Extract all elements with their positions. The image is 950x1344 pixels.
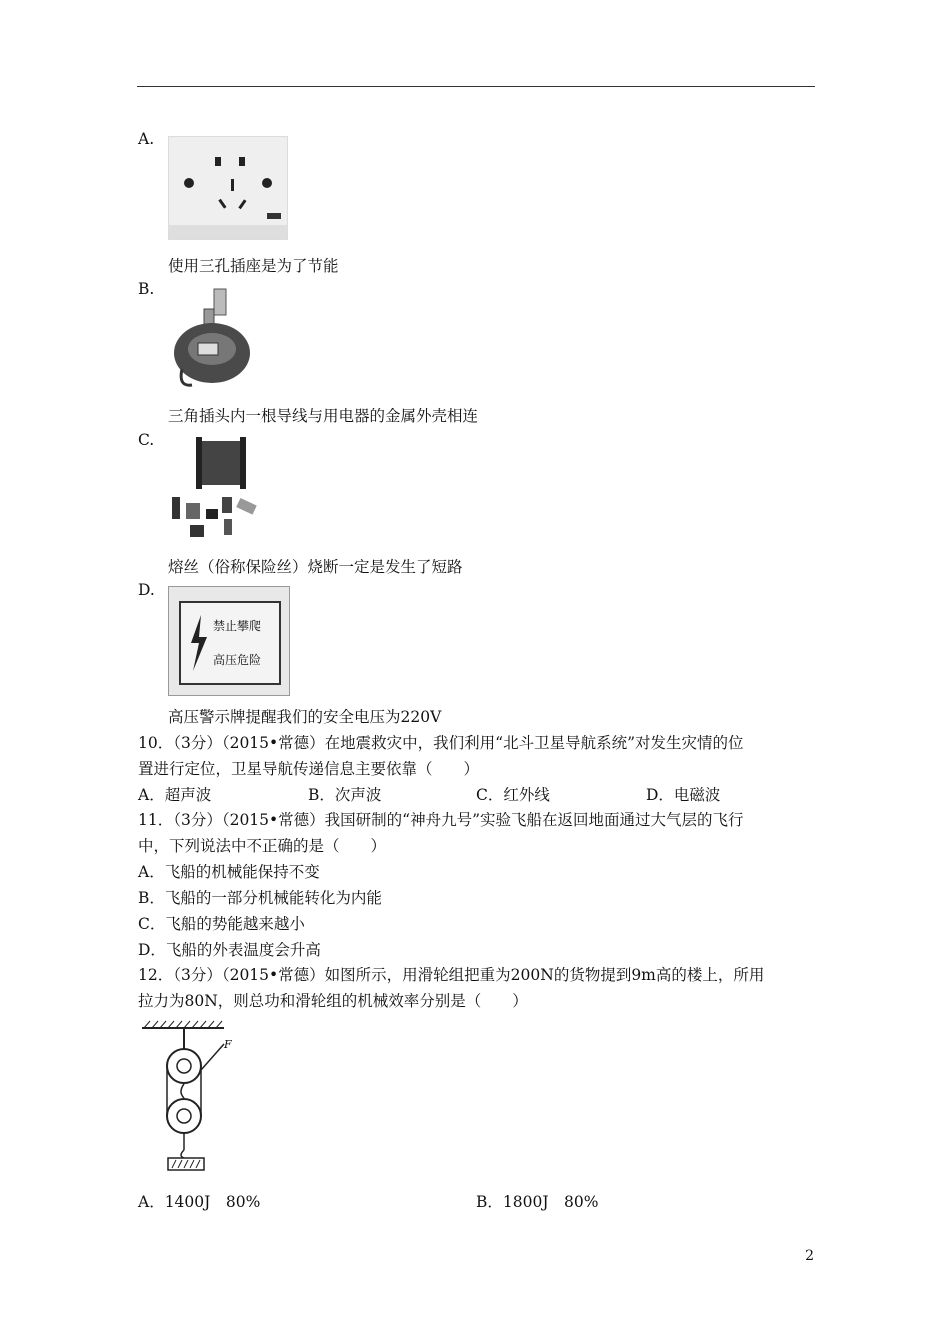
q11-option-b: B．飞船的一部分机械能转化为内能	[138, 889, 382, 907]
q11-option-d: D．飞船的外表温度会升高	[138, 941, 321, 959]
three-hole-socket-image	[168, 136, 288, 240]
option-c-caption: 熔丝（俗称保险丝）烧断一定是发生了短路	[168, 558, 463, 576]
q12-option-b: B．1800J 80%	[476, 1193, 599, 1211]
option-c-label: C.	[138, 431, 155, 449]
header-rule	[137, 86, 815, 87]
q12-stem-line-1: 12．（3分）（2015•常德）如图所示，用滑轮组把重为200N的货物提到9m高的楼上，所用	[138, 966, 765, 984]
q10-stem-line-2: 置进行定位，卫星导航传递信息主要依靠（ ）	[138, 760, 480, 778]
three-prong-plug-image	[168, 287, 256, 391]
option-a-label: A.	[138, 130, 155, 148]
option-d-caption: 高压警示牌提醒我们的安全电压为220V	[168, 708, 442, 726]
fuse-wire-image	[168, 437, 264, 545]
option-a-caption: 使用三孔插座是为了节能	[168, 257, 339, 275]
q12-stem-line-2: 拉力为80N，则总功和滑轮组的机械效率分别是（ ）	[138, 992, 528, 1010]
option-b-caption: 三角插头内一根导线与用电器的金属外壳相连	[168, 407, 479, 425]
high-voltage-warning-sign-image	[168, 586, 290, 696]
force-label: F	[224, 1038, 232, 1051]
q10-option-c: C．红外线	[476, 786, 550, 804]
q10-option-b: B．次声波	[308, 786, 382, 804]
q12-option-a: A．1400J 80%	[138, 1193, 261, 1211]
option-d-label: D.	[138, 581, 155, 599]
q10-option-a: A．超声波	[138, 786, 212, 804]
sign-text-line-1: 禁止攀爬	[213, 619, 262, 633]
q11-stem-line-1: 11．（3分）（2015•常德）我国研制的“神舟九号”实验飞船在返回地面通过大气层的飞行	[138, 811, 744, 829]
q11-option-c: C．飞船的势能越来越小	[138, 915, 305, 933]
q11-stem-line-2: 中，下列说法中不正确的是（ ）	[138, 837, 387, 855]
sign-text-line-2: 高压危险	[213, 653, 262, 667]
q10-stem-line-1: 10．（3分）（2015•常德）在地震救灾中，我们利用“北斗卫星导航系统”对发生灾情的位	[138, 734, 744, 752]
q11-option-a: A．飞船的机械能保持不变	[138, 863, 320, 881]
lightning-icon	[187, 615, 209, 671]
page-number: 2	[805, 1248, 814, 1264]
q10-option-d: D．电磁波	[646, 786, 721, 804]
option-b-label: B.	[138, 280, 155, 298]
pulley-system-diagram	[138, 1020, 238, 1172]
